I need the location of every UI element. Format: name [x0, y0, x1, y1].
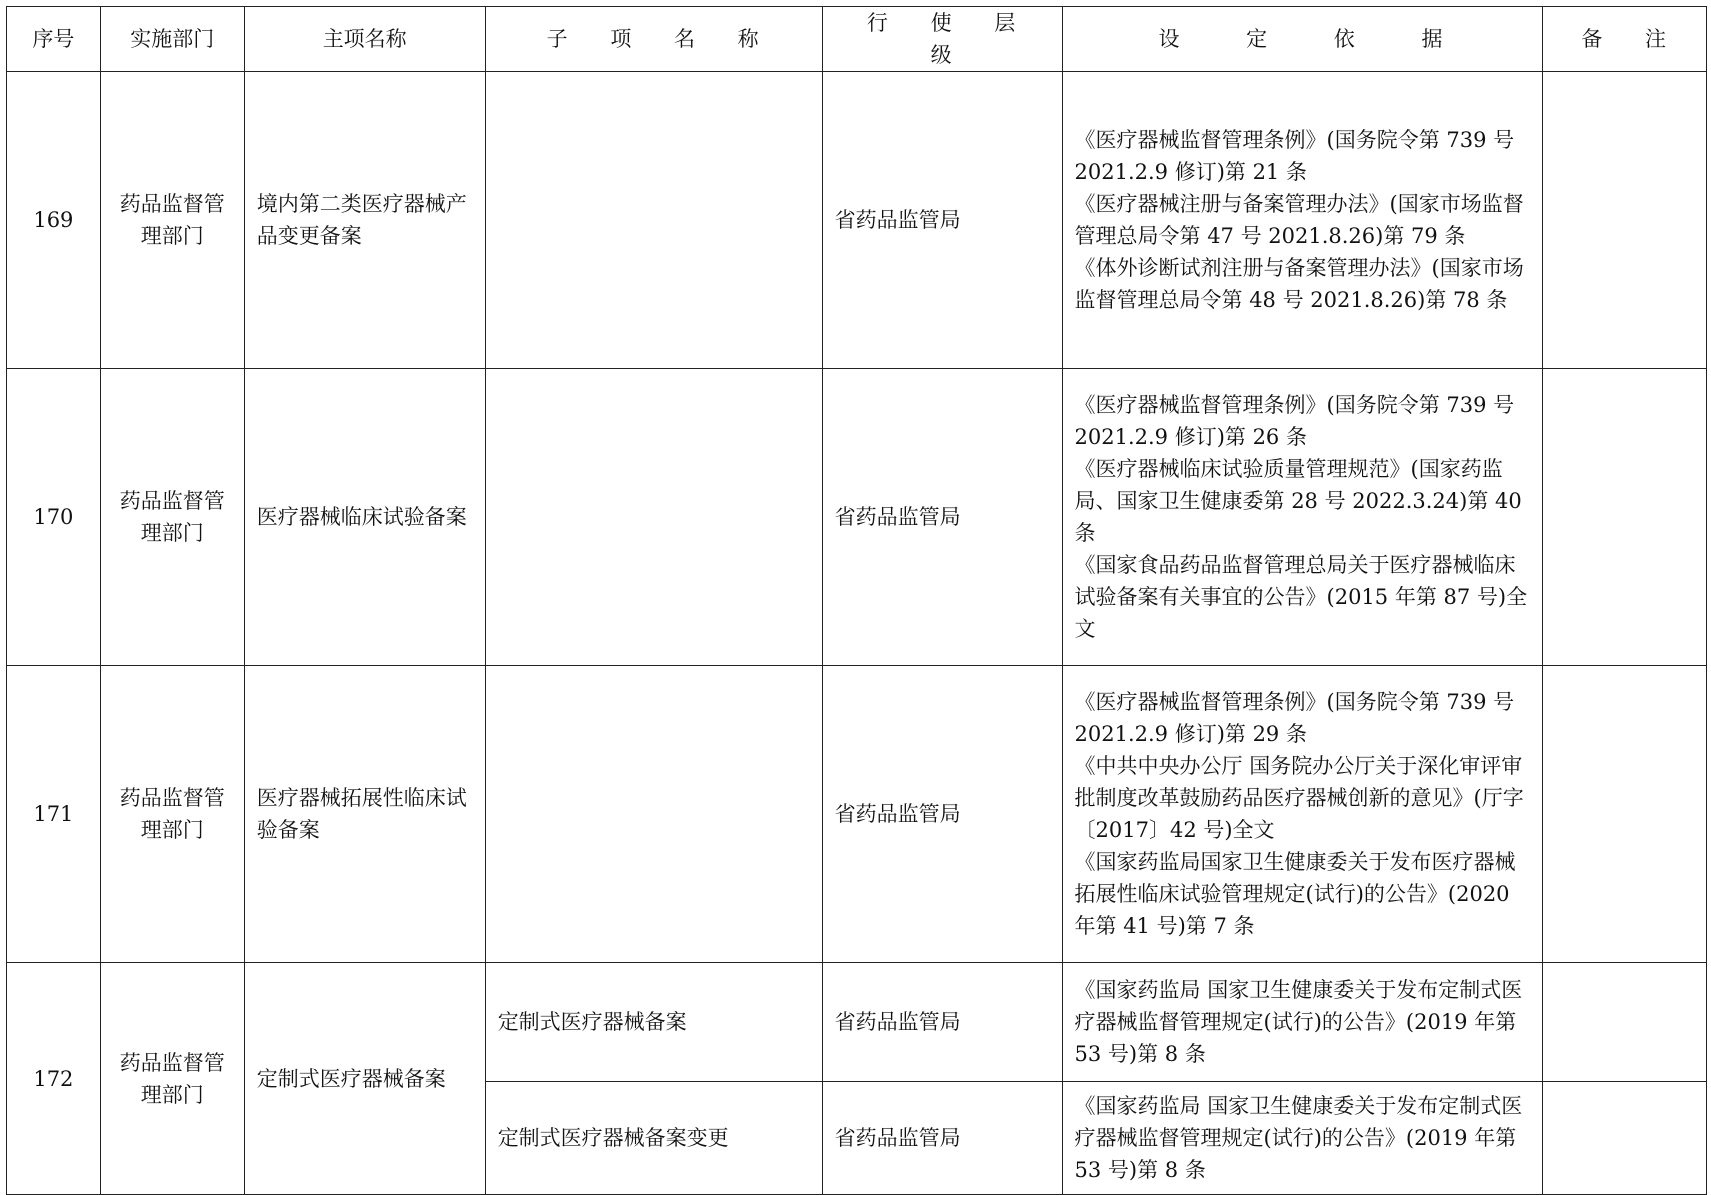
row-basis: 《国家药监局 国家卫生健康委关于发布定制式医疗器械监督管理规定(试行)的公告》(2019 年第 53 号)第 8 条 — [1062, 963, 1543, 1082]
row-sub-item — [485, 72, 822, 369]
row-level: 省药品监管局 — [822, 963, 1062, 1082]
row-number: 171 — [7, 666, 101, 963]
row-main-item: 医疗器械临床试验备案 — [244, 369, 485, 666]
row-number: 169 — [7, 72, 101, 369]
header-dept: 实施部门 — [100, 7, 244, 72]
row-basis: 《国家药监局 国家卫生健康委关于发布定制式医疗器械监督管理规定(试行)的公告》(2019 年第 53 号)第 8 条 — [1062, 1082, 1543, 1195]
table-row — [7, 666, 1707, 963]
table-row — [7, 72, 1707, 369]
row-number: 172 — [7, 963, 101, 1195]
row-basis — [1062, 72, 1543, 369]
header-level: 行 使 层 级 — [822, 7, 1062, 72]
row-sub-item: 定制式医疗器械备案变更 — [485, 1082, 822, 1195]
table-row — [7, 369, 1707, 666]
row-basis — [1062, 666, 1543, 963]
row-main-item: 境内第二类医疗器械产品变更备案 — [244, 72, 485, 369]
row-remark — [1543, 369, 1707, 666]
filing-items-table — [6, 6, 1707, 1195]
row-dept: 药品监督管理部门 — [100, 72, 244, 369]
basis-line: 《医疗器械监督管理条例》(国务院令第 739 号 2021.2.9 修订)第 26 条 — [1074, 393, 1515, 449]
row-level: 省药品监管局 — [822, 666, 1062, 963]
row-remark — [1543, 72, 1707, 369]
row-sub-item — [485, 666, 822, 963]
row-remark — [1543, 963, 1707, 1082]
basis-line: 《国家药监局国家卫生健康委关于发布医疗器械拓展性临床试验管理规定(试行)的公告》(2020 年第 41 号)第 7 条 — [1074, 850, 1516, 938]
row-remark — [1543, 1082, 1707, 1195]
header-row — [7, 7, 1707, 72]
table-row — [7, 963, 1707, 1082]
header-remark: 备 注 — [1543, 7, 1707, 72]
row-number: 170 — [7, 369, 101, 666]
basis-line: 《体外诊断试剂注册与备案管理办法》(国家市场监督管理总局令第 48 号 2021.8.26)第 78 条 — [1074, 256, 1524, 312]
row-level: 省药品监管局 — [822, 72, 1062, 369]
row-main-item: 医疗器械拓展性临床试验备案 — [244, 666, 485, 963]
row-remark — [1543, 666, 1707, 963]
row-dept: 药品监督管理部门 — [100, 963, 244, 1195]
row-dept: 药品监督管理部门 — [100, 666, 244, 963]
basis-line: 《中共中央办公厅 国务院办公厅关于深化审评审批制度改革鼓励药品医疗器械创新的意见》(厅字〔2017〕42 号)全文 — [1074, 754, 1524, 842]
row-level: 省药品监管局 — [822, 1082, 1062, 1195]
basis-line: 《国家食品药品监督管理总局关于医疗器械临床试验备案有关事宜的公告》(2015 年第 87 号)全文 — [1074, 553, 1528, 641]
basis-line: 《医疗器械监督管理条例》(国务院令第 739 号 2021.2.9 修订)第 29 条 — [1074, 690, 1515, 746]
row-dept: 药品监督管理部门 — [100, 369, 244, 666]
header-sub-item: 子 项 名 称 — [485, 7, 822, 72]
basis-line: 《医疗器械注册与备案管理办法》(国家市场监督管理总局令第 47 号 2021.8.26)第 79 条 — [1074, 192, 1524, 248]
row-sub-item — [485, 369, 822, 666]
row-basis — [1062, 369, 1543, 666]
header-no: 序号 — [7, 7, 101, 72]
row-main-item: 定制式医疗器械备案 — [244, 963, 485, 1195]
row-level: 省药品监管局 — [822, 369, 1062, 666]
row-sub-item: 定制式医疗器械备案 — [485, 963, 822, 1082]
basis-line: 《医疗器械临床试验质量管理规范》(国家药监局、国家卫生健康委第 28 号 2022.3.24)第 40 条 — [1074, 457, 1522, 545]
header-main-item: 主项名称 — [244, 7, 485, 72]
header-basis: 设 定 依 据 — [1062, 7, 1543, 72]
basis-line: 《医疗器械监督管理条例》(国务院令第 739 号 2021.2.9 修订)第 21 条 — [1074, 128, 1515, 184]
